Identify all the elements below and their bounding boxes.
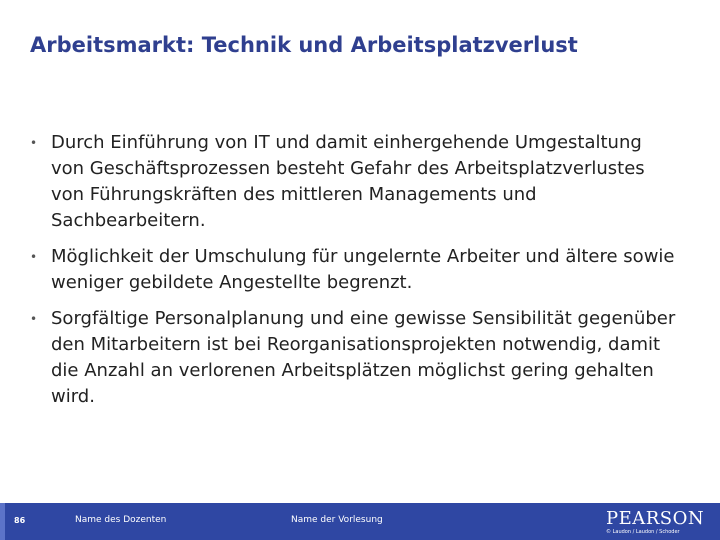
publisher-credit: © Laudon / Laudon / Schoder (606, 529, 680, 535)
bullet-item (30, 306, 680, 410)
footer-bar (0, 503, 720, 540)
bullet-icon: • (30, 250, 38, 264)
bullet-text: Sorgfältige Personalplanung und eine gewisse Sensibilität gegenüber den Mitarbeitern ist bei Reorganisationsprojekten notwendig, damit die Anzahl an verlorenen Arbeitsplätzen möglichst gering gehalten wird. (51, 308, 676, 407)
slide-title: Arbeitsmarkt: Technik und Arbeitsplatzverlust (30, 33, 578, 57)
bullet-text: Durch Einführung von IT und damit einhergehende Umgestaltung von Geschäftsprozessen besteht Gefahr des Arbeitsplatzverlustes von Führungskräften des mittleren Managements und Sachbearbeitern. (51, 132, 645, 231)
bullet-item (30, 130, 680, 234)
bullet-icon: • (30, 136, 38, 150)
bullet-list (30, 130, 680, 420)
lecturer-name: Name des Dozenten (75, 515, 167, 525)
pearson-logo: PEARSON (606, 508, 705, 529)
slide-number: 86 (14, 516, 26, 525)
bullet-icon: • (30, 312, 38, 326)
bullet-text: Möglichkeit der Umschulung für ungelernte Arbeiter und ältere sowie weniger gebildete Angestellte begrenzt. (51, 246, 675, 293)
bullet-item (30, 244, 680, 296)
course-name: Name der Vorlesung (291, 515, 383, 525)
footer-accent-bar (0, 503, 5, 540)
